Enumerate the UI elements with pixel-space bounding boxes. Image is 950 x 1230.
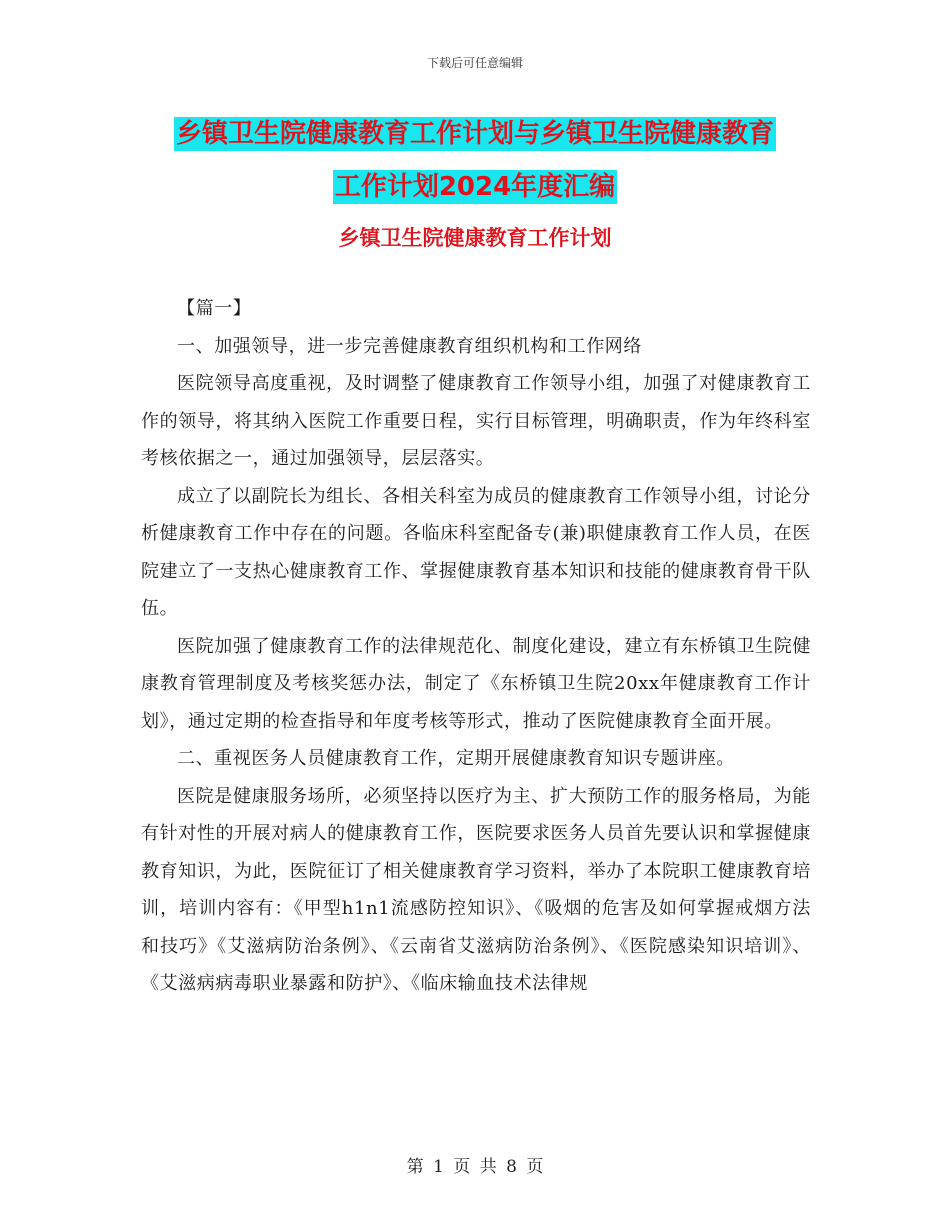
- paragraph-heading-1: 一、加强领导，进一步完善健康教育组织机构和工作网络: [177, 335, 642, 357]
- paragraph: 医院领导高度重视，及时调整了健康教育工作领导小组，加强了对健康教育工作的领导，将其纳入医院工作重要日程，实行目标管理，明确职责，作为年终科室考核依据之一，通过加强领导，层层落实。: [141, 373, 811, 469]
- paragraph: 医院是健康服务场所，必须坚持以医疗为主、扩大预防工作的服务格局，为能有针对性的开展对病人的健康教育工作，医院要求医务人员首先要认识和掌握健康教育知识，为此，医院征订了相关健康教育学习资料，举办了本院职工健康教育培训，培训内容有：《甲型h1n1流感防控知识》、《吸烟的危害及如何掌握戒烟方法和技巧》《艾滋病防治条例》、《云南省艾滋病防治条例》、《医院感染知识培训》、《艾滋病病毒职业暴露和防护》、《临床输血技术法律规: [141, 785, 811, 994]
- document-body: [141, 290, 811, 1003]
- header-note: 下载后可任意编辑: [426, 56, 523, 70]
- page-footer: 第 1 页 共 8 页: [406, 1157, 544, 1177]
- title-line-1: 乡镇卫生院健康教育工作计划与乡镇卫生院健康教育: [175, 119, 774, 149]
- title-line-2: 工作计划2024年度汇编: [334, 172, 616, 202]
- paragraph: 成立了以副院长为组长、各相关科室为成员的健康教育工作领导小组，讨论分析健康教育工作中存在的问题。各临床科室配备专(兼)职健康教育工作人员，在医院建立了一支热心健康教育工作、掌握健康教育基本知识和技能的健康教育骨干队伍。: [141, 485, 811, 619]
- section-title: 乡镇卫生院健康教育工作计划: [338, 226, 612, 250]
- paragraph-section-label: 【篇一】: [177, 298, 252, 319]
- paragraph: 医院加强了健康教育工作的法律规范化、制度化建设，建立有东桥镇卫生院健康教育管理制度及考核奖惩办法，制定了《东桥镇卫生院20xx年健康教育工作计划》，通过定期的检查指导和年度考核等形式，推动了医院健康教育全面开展。: [141, 635, 811, 732]
- paragraph-heading-2: 二、重视医务人员健康教育工作，定期开展健康教育知识专题讲座。: [177, 748, 735, 769]
- document-title: [140, 108, 810, 214]
